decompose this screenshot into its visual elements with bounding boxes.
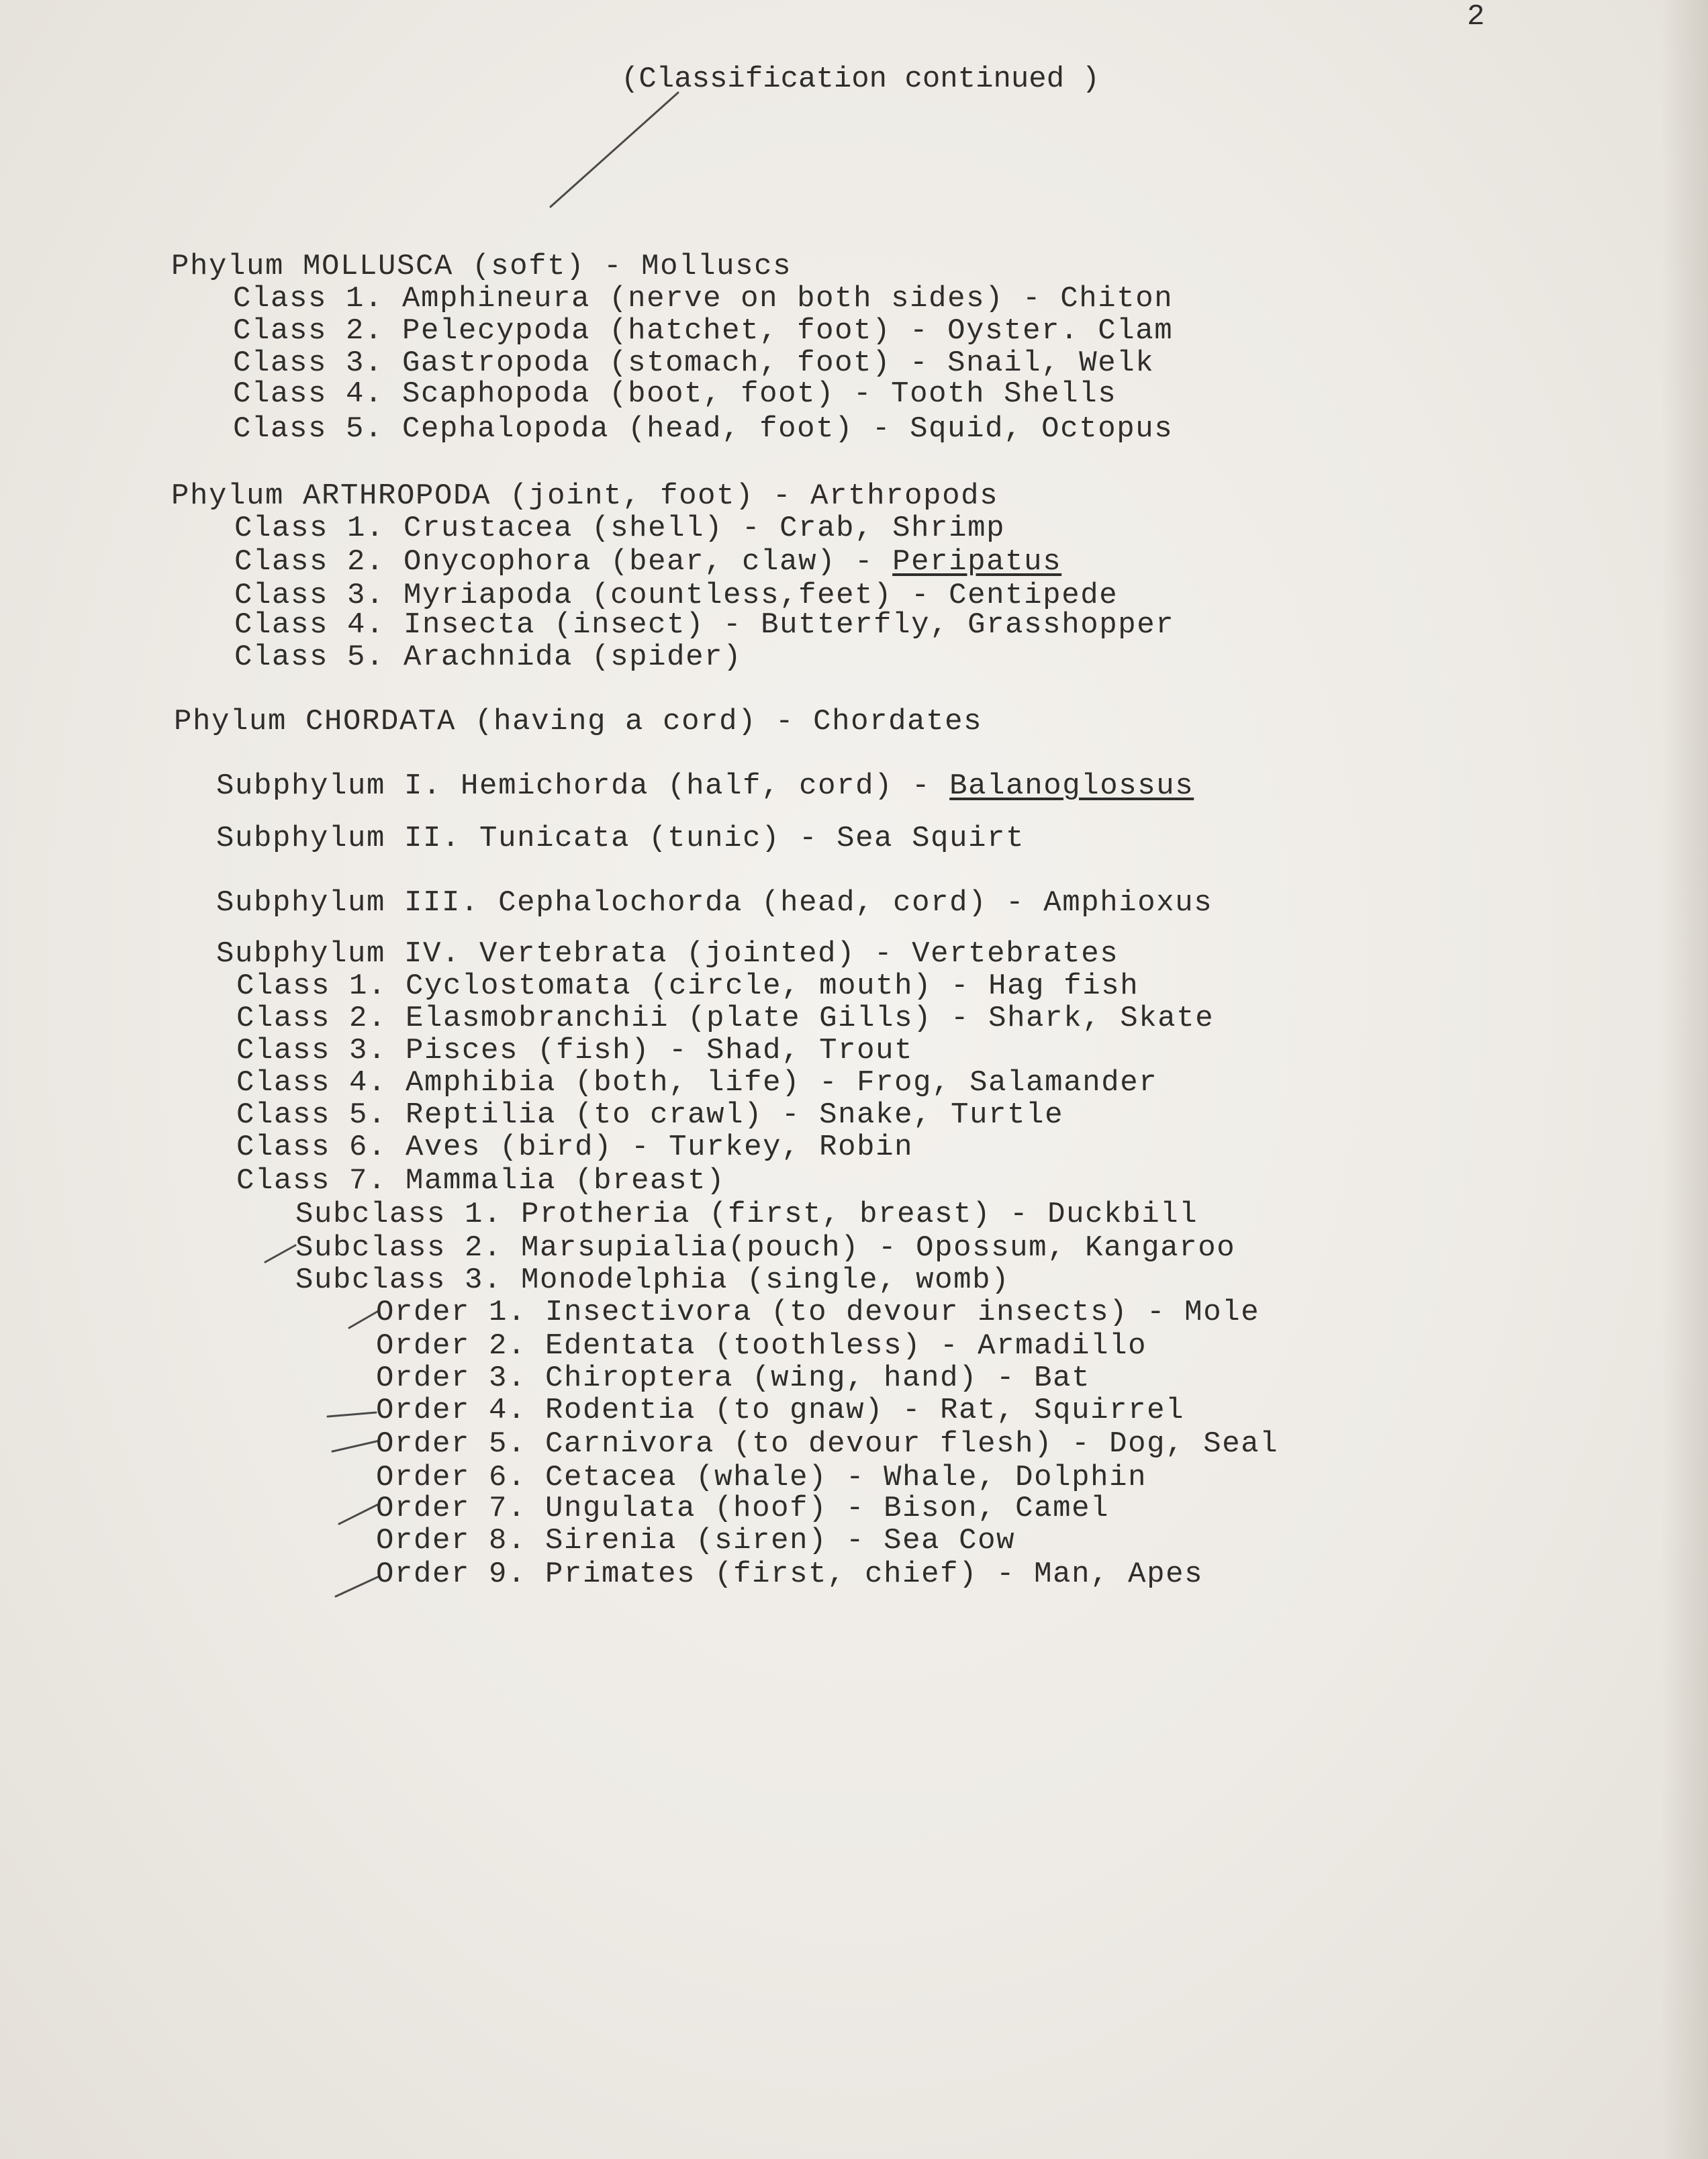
underlined-genus: Balanoglossus <box>949 769 1194 803</box>
class-line: Class 1. Crustacea (shell) - Crab, Shrimp <box>234 512 1006 545</box>
order-line: Order 8. Sirenia (siren) - Sea Cow <box>376 1524 1016 1557</box>
class-line: Class 4. Scaphopoda (boot, foot) - Tooth Shells <box>233 377 1117 411</box>
section-heading-chordata: Phylum CHORDATA (having a cord) - Chordates <box>174 705 983 738</box>
class-line: Class 1. Cyclostomata (circle, mouth) - Hag fish <box>236 969 1139 1003</box>
subphylum-line-text: Subphylum I. Hemichorda (half, cord) - <box>216 769 950 803</box>
class-line: Class 2. Pelecypoda (hatchet, foot) - Oyster. Clam <box>233 314 1174 348</box>
subclass-line: Subclass 1. Protheria (first, breast) - Duckbill <box>295 1198 1198 1231</box>
subphylum-line: Subphylum II. Tunicata (tunic) - Sea Squirt <box>216 822 1025 855</box>
class-line-text: Class 2. Onycophora (bear, claw) - <box>234 545 893 579</box>
order-line: Order 4. Rodentia (to gnaw) - Rat, Squirrel <box>376 1394 1185 1427</box>
class-line: Class 7. Mammalia (breast) <box>236 1164 726 1198</box>
subphylum-line: Subphylum IV. Vertebrata (jointed) - Vertebrates <box>216 937 1119 971</box>
page-number: 2 <box>1467 0 1485 34</box>
order-line: Order 6. Cetacea (whale) - Whale, Dolphin <box>376 1461 1147 1494</box>
class-line: Class 2. Elasmobranchii (plate Gills) - Shark, Skate <box>236 1002 1215 1035</box>
class-line: Class 1. Amphineura (nerve on both sides) - Chiton <box>233 282 1174 316</box>
class-line <box>234 545 1061 579</box>
subclass-line: Subclass 2. Marsupialia(pouch) - Opossum, Kangaroo <box>295 1231 1236 1265</box>
underlined-genus: Peripatus <box>892 545 1062 579</box>
pencil-tick-order-4 <box>328 1412 376 1417</box>
class-line: Class 3. Myriapoda (countless,feet) - Centipede <box>234 579 1119 612</box>
pencil-tick-order-7 <box>339 1504 379 1524</box>
pencil-tick-order-9 <box>336 1576 379 1596</box>
order-line: Order 3. Chiroptera (wing, hand) - Bat <box>376 1361 1091 1395</box>
pencil-slash-top <box>551 93 678 207</box>
class-line: Class 5. Cephalopoda (head, foot) - Squid, Octopus <box>233 412 1174 446</box>
class-line: Class 6. Aves (bird) - Turkey, Robin <box>236 1131 914 1164</box>
order-line: Order 2. Edentata (toothless) - Armadillo <box>376 1329 1147 1363</box>
order-line: Order 9. Primates (first, chief) - Man, Apes <box>376 1557 1204 1591</box>
subclass-line: Subclass 3. Monodelphia (single, womb) <box>295 1263 1010 1297</box>
order-line: Order 5. Carnivora (to devour flesh) - Dog, Seal <box>376 1427 1279 1461</box>
section-heading-arthropoda: Phylum ARTHROPODA (joint, foot) - Arthropods <box>171 479 999 513</box>
class-line: Class 4. Amphibia (both, life) - Frog, Salamander <box>236 1066 1158 1100</box>
class-line: Class 4. Insecta (insect) - Butterfly, Grasshopper <box>234 608 1175 642</box>
pencil-tick-subclass-2 <box>265 1245 295 1262</box>
page-heading: (Classification continued ) <box>621 62 1100 96</box>
class-line: Class 3. Pisces (fish) - Shad, Trout <box>236 1034 914 1067</box>
pencil-tick-order-1 <box>349 1310 379 1328</box>
subphylum-line: Subphylum III. Cephalochorda (head, cord) - Amphioxus <box>216 886 1213 920</box>
class-line: Class 3. Gastropoda (stomach, foot) - Snail, Welk <box>233 346 1155 380</box>
order-line: Order 7. Ungulata (hoof) - Bison, Camel <box>376 1492 1110 1525</box>
pencil-tick-order-5 <box>332 1441 379 1451</box>
section-heading-mollusca: Phylum MOLLUSCA (soft) - Molluscs <box>171 250 792 283</box>
subphylum-line <box>216 769 1194 803</box>
class-line: Class 5. Arachnida (spider) <box>234 640 743 674</box>
order-line: Order 1. Insectivora (to devour insects) - Mole <box>376 1296 1260 1329</box>
class-line: Class 5. Reptilia (to crawl) - Snake, Turtle <box>236 1098 1064 1132</box>
